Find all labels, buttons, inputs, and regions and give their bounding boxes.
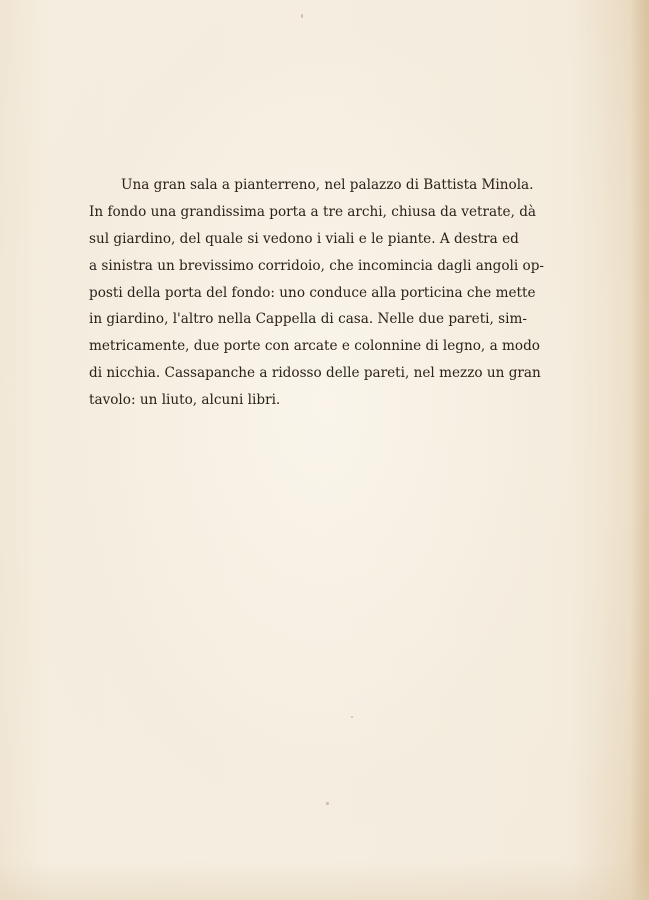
paragraph-line: metricamente, due porte con arcate e colonnine di legno, a modo bbox=[89, 338, 540, 355]
page-bottom-shadow bbox=[0, 860, 649, 900]
stage-direction-paragraph bbox=[89, 172, 544, 414]
paragraph-line: Una gran sala a pianterreno, nel palazzo di Battista Minola. bbox=[121, 177, 534, 193]
paragraph-line: posti della porta del fondo: uno conduce alla porticina che mette bbox=[89, 284, 536, 301]
page-edge-shadow bbox=[631, 0, 649, 900]
paper-speck bbox=[351, 716, 353, 718]
paragraph-line: tavolo: un liuto, alcuni libri. bbox=[89, 392, 281, 409]
paragraph-line: in giardino, l'altro nella Cappella di casa. Nelle due pareti, sim- bbox=[89, 311, 527, 328]
paragraph-line: a sinistra un brevissimo corridoio, che incomincia dagli angoli op- bbox=[89, 257, 544, 274]
paper-speck bbox=[326, 802, 329, 805]
paragraph-line: di nicchia. Cassapanche a ridosso delle pareti, nel mezzo un gran bbox=[89, 365, 541, 382]
paragraph-line: In fondo una grandissima porta a tre archi, chiusa da vetrate, dà bbox=[89, 203, 537, 220]
paper-speck bbox=[301, 14, 303, 18]
paragraph-line: sul giardino, del quale si vedono i viali e le piante. A destra ed bbox=[89, 230, 519, 247]
